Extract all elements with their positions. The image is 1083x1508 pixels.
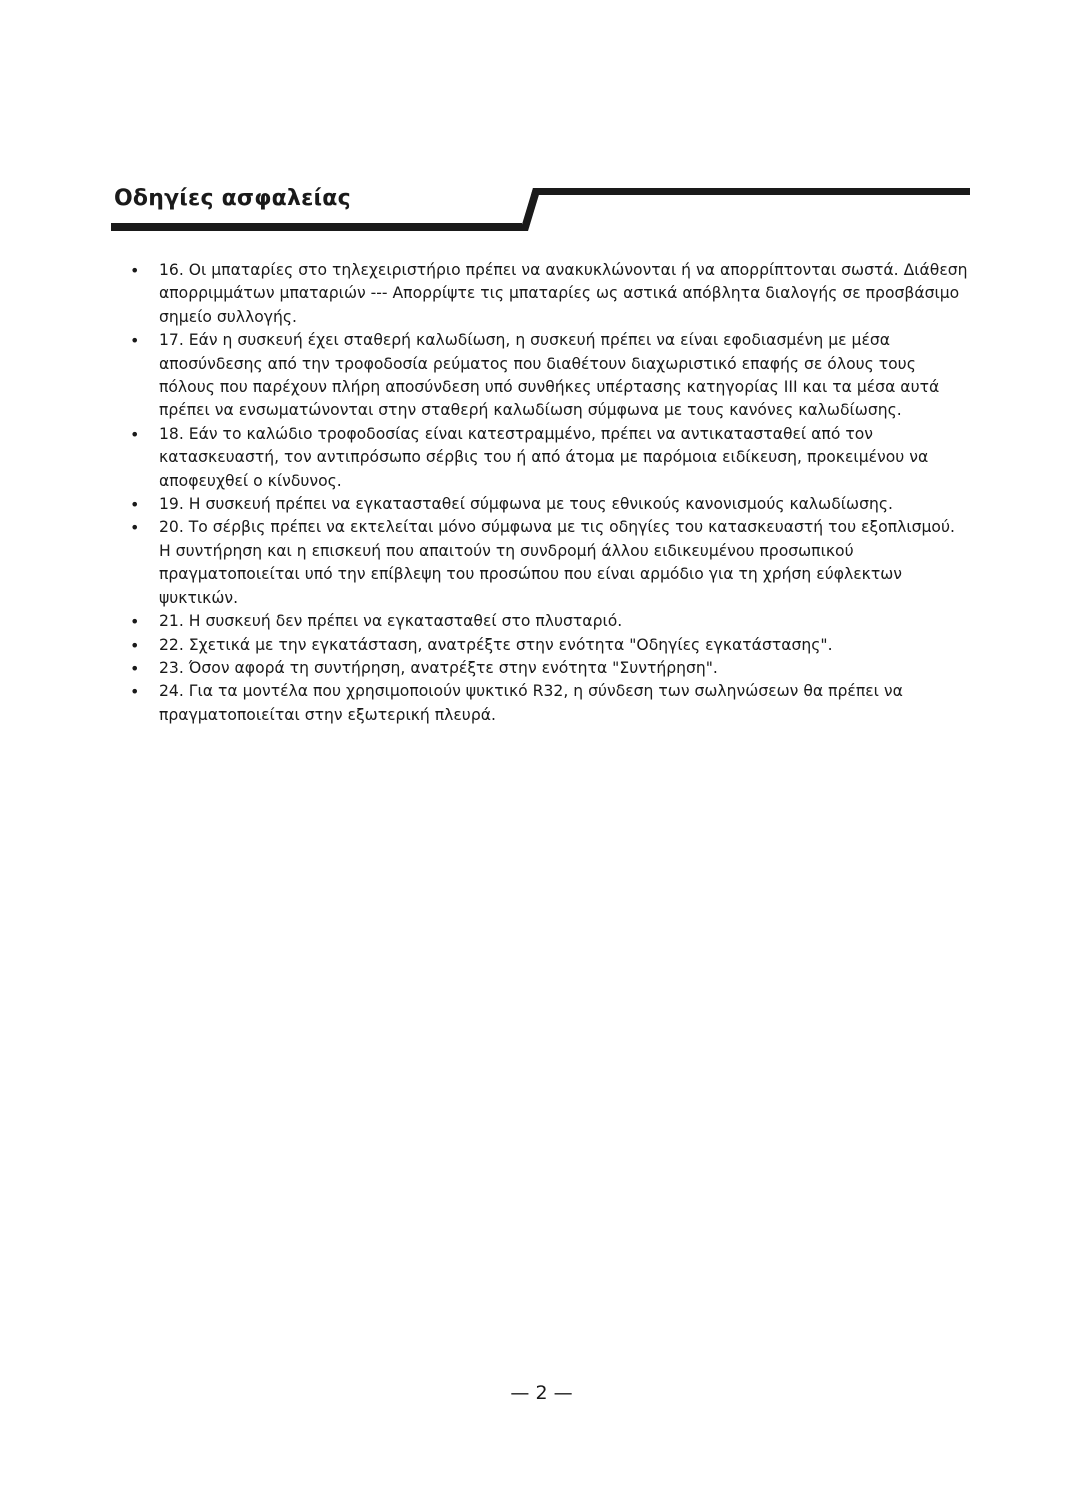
bullet-icon: • (130, 495, 140, 515)
header-lower-rule (111, 223, 522, 231)
list-item-text: 22. Σχετικά με την εγκατάσταση, ανατρέξτε στην ενότητα "Οδηγίες εγκατάστασης". (159, 635, 833, 654)
list-item-text: 24. Για τα μοντέλα που χρησιμοποιούν ψυκτικό R32, η σύνδεση των σωληνώσεων θα πρέπει να πραγματοποιείται στην εξωτερική πλευρά. (159, 682, 903, 724)
list-item (130, 493, 970, 516)
bullet-icon: • (130, 518, 140, 538)
bullet-icon: • (130, 612, 140, 632)
list-item (130, 657, 970, 680)
bullet-icon: • (130, 261, 140, 280)
bullet-icon: • (130, 331, 140, 351)
page-number: — 2 — (510, 1382, 573, 1404)
bullet-icon: • (130, 635, 140, 655)
list-item-text: 20. Το σέρβις πρέπει να εκτελείται μόνο σύμφωνα με τις οδηγίες του κατασκευαστή του εξοπλισμού. Η συντήρηση και η επισκευή που απαιτούν τη συνδρομή άλλου ειδικευμένου προσωπικού πραγματοποιείται υπό την επίβλεψη του προσώπου που είναι αρμόδιο για τη χρήση εύφλεκτων ψυκτικών. (159, 518, 955, 607)
list-item-text: 16. Οι μπαταρίες στο τηλεχειριστήριο πρέπει να ανακυκλώνονται ή να απορρίπτονται σωστά. Διάθεση απορριμμάτων μπαταριών --- Απορρίψτε τις μπαταρίες ως αστικά απόβλητα διαλογής σε προσβάσιμο σημείο συλλογής. (159, 261, 968, 326)
list-item-text: 23. Όσον αφορά τη συντήρηση, ανατρέξτε στην ενότητα "Συντήρηση". (159, 658, 718, 677)
section-header (0, 0, 1083, 240)
list-item (130, 423, 970, 493)
list-item (130, 610, 970, 633)
page-title: Οδηγίες ασφαλείας (114, 186, 351, 211)
list-item (130, 259, 970, 329)
list-item (130, 634, 970, 657)
list-item (130, 329, 970, 423)
list-item-text: 19. Η συσκευή πρέπει να εγκατασταθεί σύμφωνα με τους εθνικούς κανονισμούς καλωδίωσης. (159, 495, 893, 514)
safety-instruction-list (130, 259, 970, 727)
bullet-icon: • (130, 424, 140, 444)
list-item-text: 18. Εάν το καλώδιο τροφοδοσίας είναι κατεστραμμένο, πρέπει να αντικατασταθεί από τον κατασκευαστή, τον αντιπρόσωπο σέρβις του ή από άτομα με παρόμοια ειδίκευση, προκειμένου να αποφευχθεί ο κίνδυνος. (159, 424, 929, 490)
list-item (130, 516, 970, 610)
bullet-icon: • (130, 658, 140, 678)
list-item (130, 680, 970, 727)
header-upper-rule (531, 188, 970, 195)
bullet-icon: • (130, 682, 140, 702)
list-item-text: 21. Η συσκευή δεν πρέπει να εγκατασταθεί στο πλυσταριό. (159, 612, 623, 631)
list-item-text: 17. Εάν η συσκευή έχει σταθερή καλωδίωση, η συσκευή πρέπει να είναι εφοδιασμένη με μέσα αποσύνδεσης από την τροφοδοσία ρεύματος που διαθέτουν διαχωριστικό επαφής σε όλους τους πόλους που παρέχουν πλήρη αποσύνδεση υπό συνθήκες υπέρτασης κατηγορίας III και τα μέσα αυτά πρέπει να ενσωματώνονται στην σταθερή καλωδίωση σύμφωνα με τους κανόνες καλωδίωσης. (159, 331, 940, 420)
